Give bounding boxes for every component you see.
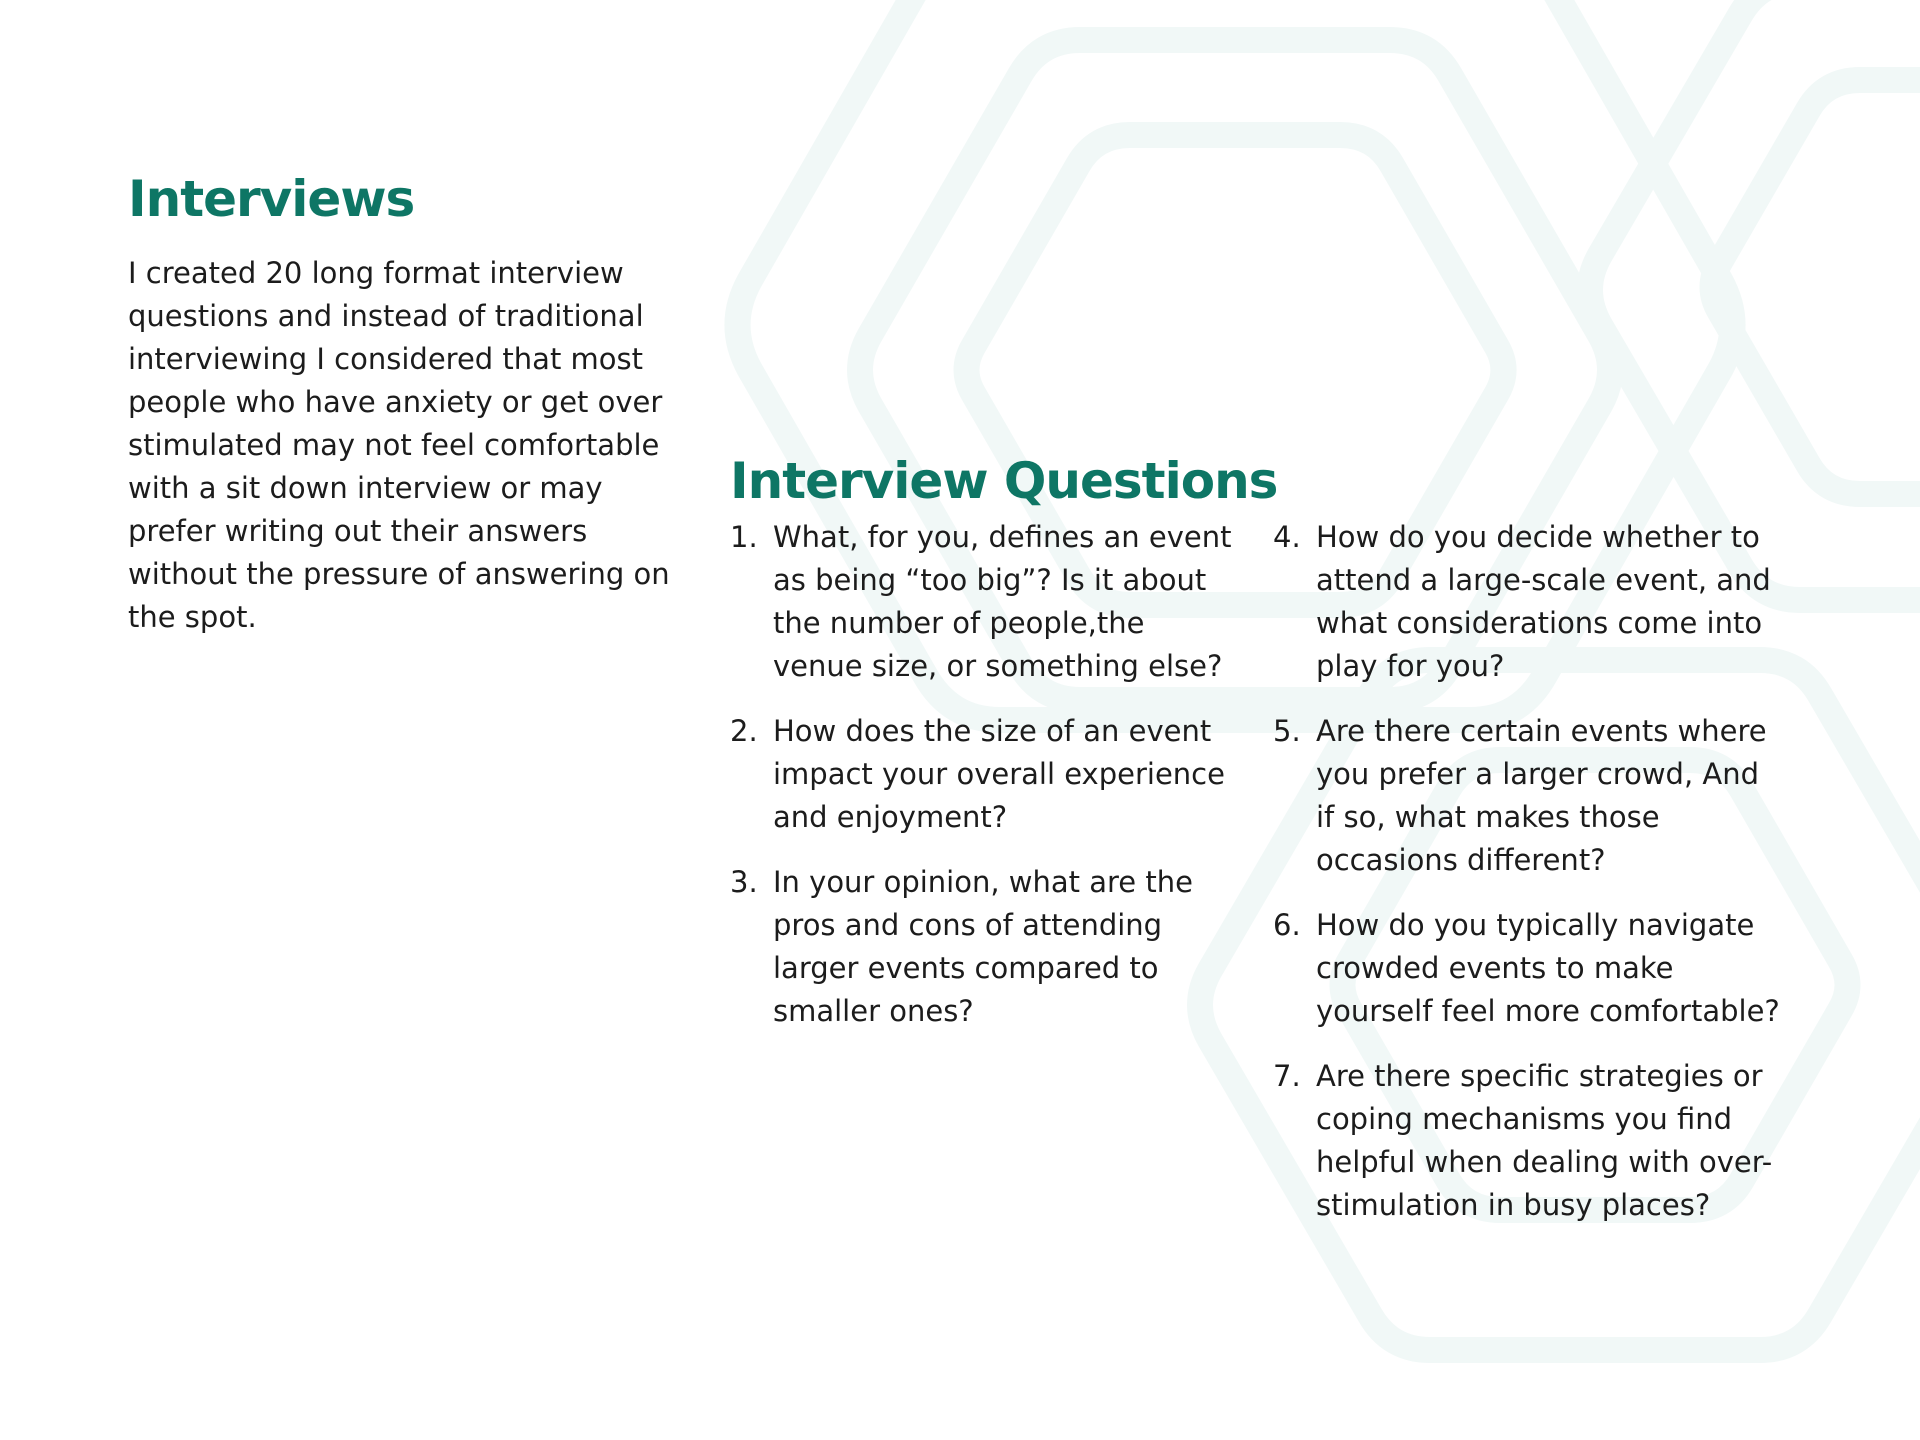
question-text: Are there specific strategies or coping mechanisms you find helpful when dealing with over-stimulation in busy places? [1316,1059,1773,1222]
question-number: 3. [730,865,758,899]
question-text: How do you typically navigate crowded events to make yourself feel more comfortable? [1316,908,1780,1028]
question-number: 5. [1273,714,1301,748]
question-item-4 [1273,516,1816,688]
question-text: How does the size of an event impact your overall experience and enjoyment? [773,714,1225,834]
question-item-1 [730,516,1273,688]
question-list-left [730,516,1273,1033]
question-text: In your opinion, what are the pros and cons of attending larger events compared to smaller ones? [773,865,1193,1028]
question-number: 4. [1273,520,1301,554]
question-number: 2. [730,714,758,748]
interviews-heading: Interviews [128,170,415,228]
questions-right-column [1273,516,1816,1249]
question-item-2 [730,710,1273,839]
question-text: Are there certain events where you prefer a larger crowd, And if so, what makes those occasions different? [1316,714,1767,877]
question-text: How do you decide whether to attend a large-scale event, and what considerations come into play for you? [1316,520,1771,683]
question-number: 6. [1273,908,1301,942]
question-item-5 [1273,710,1816,882]
interviews-body-text: I created 20 long format interview questions and instead of traditional interviewing I considered that most people who have anxiety or get over stimulated may not feel comfortable with a sit down interview or may prefer writing out their answers without the pressure of answering on the spot. [128,256,670,634]
interviews-section [128,168,688,639]
question-number: 1. [730,520,758,554]
question-item-7 [1273,1055,1816,1227]
questions-left-column [730,516,1273,1249]
interview-questions-heading: Interview Questions [730,452,1278,510]
question-number: 7. [1273,1059,1301,1093]
question-list-right [1273,516,1816,1227]
question-item-6 [1273,904,1816,1033]
question-item-3 [730,861,1273,1033]
interview-questions-section [730,450,1860,1249]
questions-columns [730,516,1860,1249]
question-text: What, for you, defines an event as being “too big”? Is it about the number of people,the venue size, or something else? [773,520,1232,683]
